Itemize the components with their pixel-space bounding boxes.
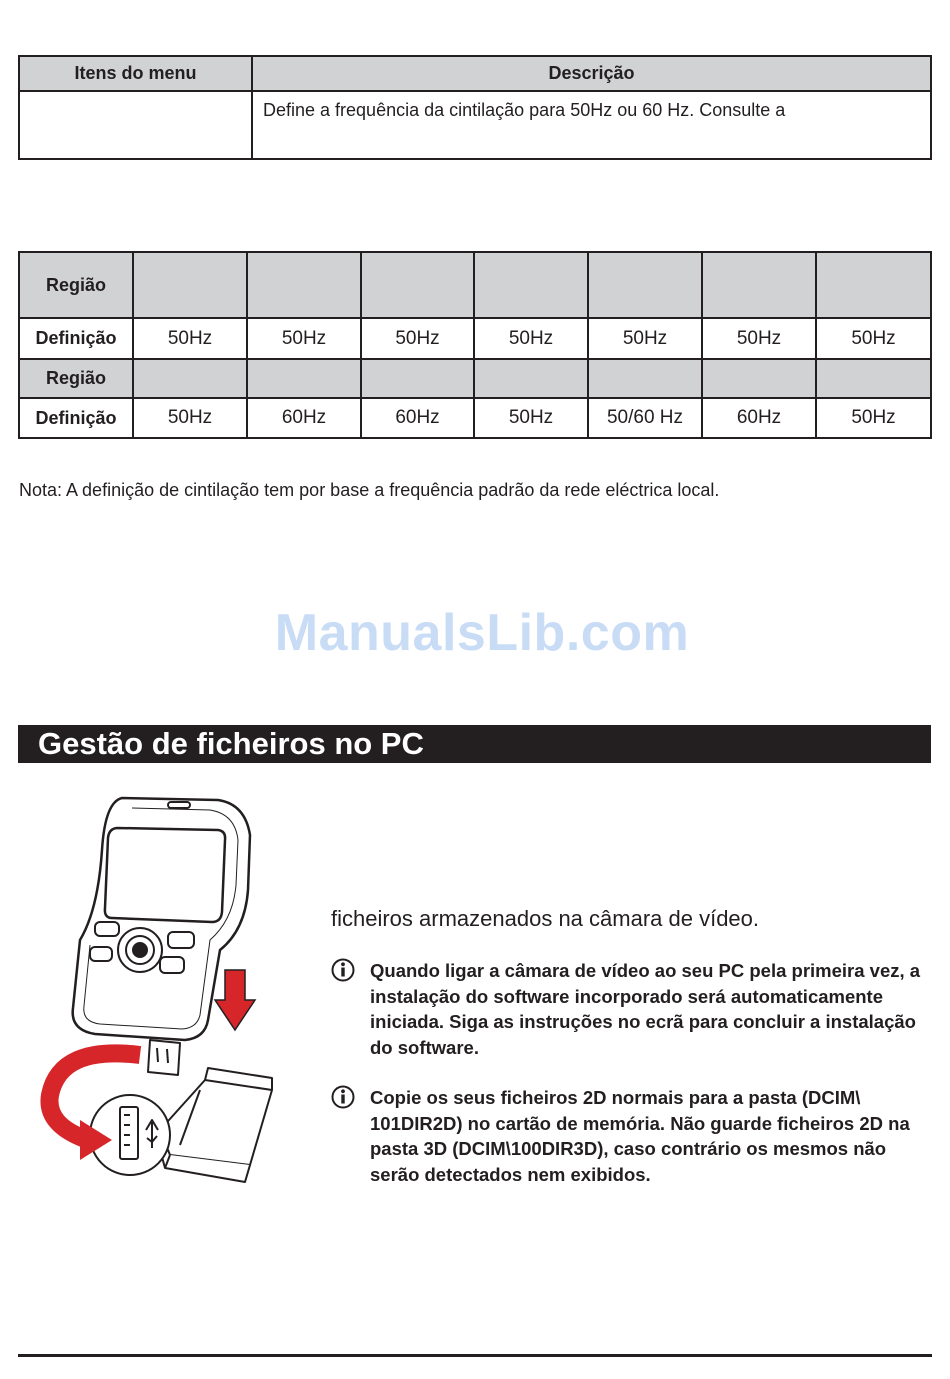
setting-cell: 50Hz: [474, 318, 588, 359]
setting-cell: 50Hz: [361, 318, 474, 359]
region-cell: [247, 359, 361, 398]
setting-cell: 50Hz: [133, 398, 247, 438]
region-label: Região: [19, 359, 133, 398]
setting-label: Definição: [19, 318, 133, 359]
setting-cell: 60Hz: [702, 398, 816, 438]
intro-text: ficheiros armazenados na câmara de vídeo.: [331, 906, 760, 931]
flicker-note: Nota: A definição de cintilação tem por base a frequência padrão da rede eléctrica local.: [19, 480, 720, 500]
region-row: [19, 252, 931, 318]
setting-cell: 50Hz: [816, 318, 931, 359]
footer-rule: [18, 1354, 932, 1357]
region-cell: [361, 252, 474, 318]
region-cell: [474, 252, 588, 318]
setting-cell: 50Hz: [133, 318, 247, 359]
setting-row: [19, 398, 931, 438]
setting-cell: 60Hz: [247, 398, 361, 438]
region-cell: [133, 359, 247, 398]
info-icon: [331, 1085, 355, 1109]
setting-cell: 50Hz: [702, 318, 816, 359]
region-label: Região: [19, 252, 133, 318]
region-cell: [588, 252, 702, 318]
setting-cell: 50Hz: [247, 318, 361, 359]
setting-label: Definição: [19, 398, 133, 438]
region-cell: [816, 252, 931, 318]
setting-cell: 50Hz: [474, 398, 588, 438]
region-cell: [474, 359, 588, 398]
region-cell: [702, 252, 816, 318]
setting-cell: 50/60 Hz: [588, 398, 702, 438]
setting-cell: 60Hz: [361, 398, 474, 438]
header-description: Descrição: [252, 56, 931, 91]
info-note-text: Copie os seus ficheiros 2D normais para a pasta (DCIM\ 101DIR2D) no cartão de memória. Não guarde ficheiros 2D na pasta 3D (DCIM\100DIR3D), caso contrário os mesmos não serão detectados nem exibidos.: [370, 1087, 910, 1185]
watermark: ManualsLib.com: [274, 604, 690, 662]
section-title: Gestão de ficheiros no PC: [38, 726, 424, 761]
region-cell: [133, 252, 247, 318]
region-cell: [702, 359, 816, 398]
region-cell: [588, 359, 702, 398]
menu-table: [18, 55, 932, 160]
region-cell: [247, 252, 361, 318]
camcorder-icon: [73, 798, 250, 1075]
region-row: [19, 359, 931, 398]
region-table: [18, 251, 932, 439]
setting-row: [19, 318, 931, 359]
info-icon: [331, 958, 355, 982]
setting-cell: 50Hz: [588, 318, 702, 359]
info-note-text: Quando ligar a câmara de vídeo ao seu PC pela primeira vez, a instalação do software incorporado será automaticamente iniciada. Siga as instruções no ecrã para concluir a instalação do software.: [370, 960, 921, 1058]
camera-usb-illustration: [40, 790, 280, 1210]
menu-item-cell: [19, 91, 252, 159]
region-cell: [361, 359, 474, 398]
region-cell: [816, 359, 931, 398]
setting-cell: 50Hz: [816, 398, 931, 438]
laptop-icon: [158, 1068, 272, 1182]
description-cell: Define a frequência da cintilação para 50Hz ou 60 Hz. Consulte a: [252, 91, 931, 159]
header-menu-items: Itens do menu: [19, 56, 252, 91]
section-header: [18, 725, 931, 763]
